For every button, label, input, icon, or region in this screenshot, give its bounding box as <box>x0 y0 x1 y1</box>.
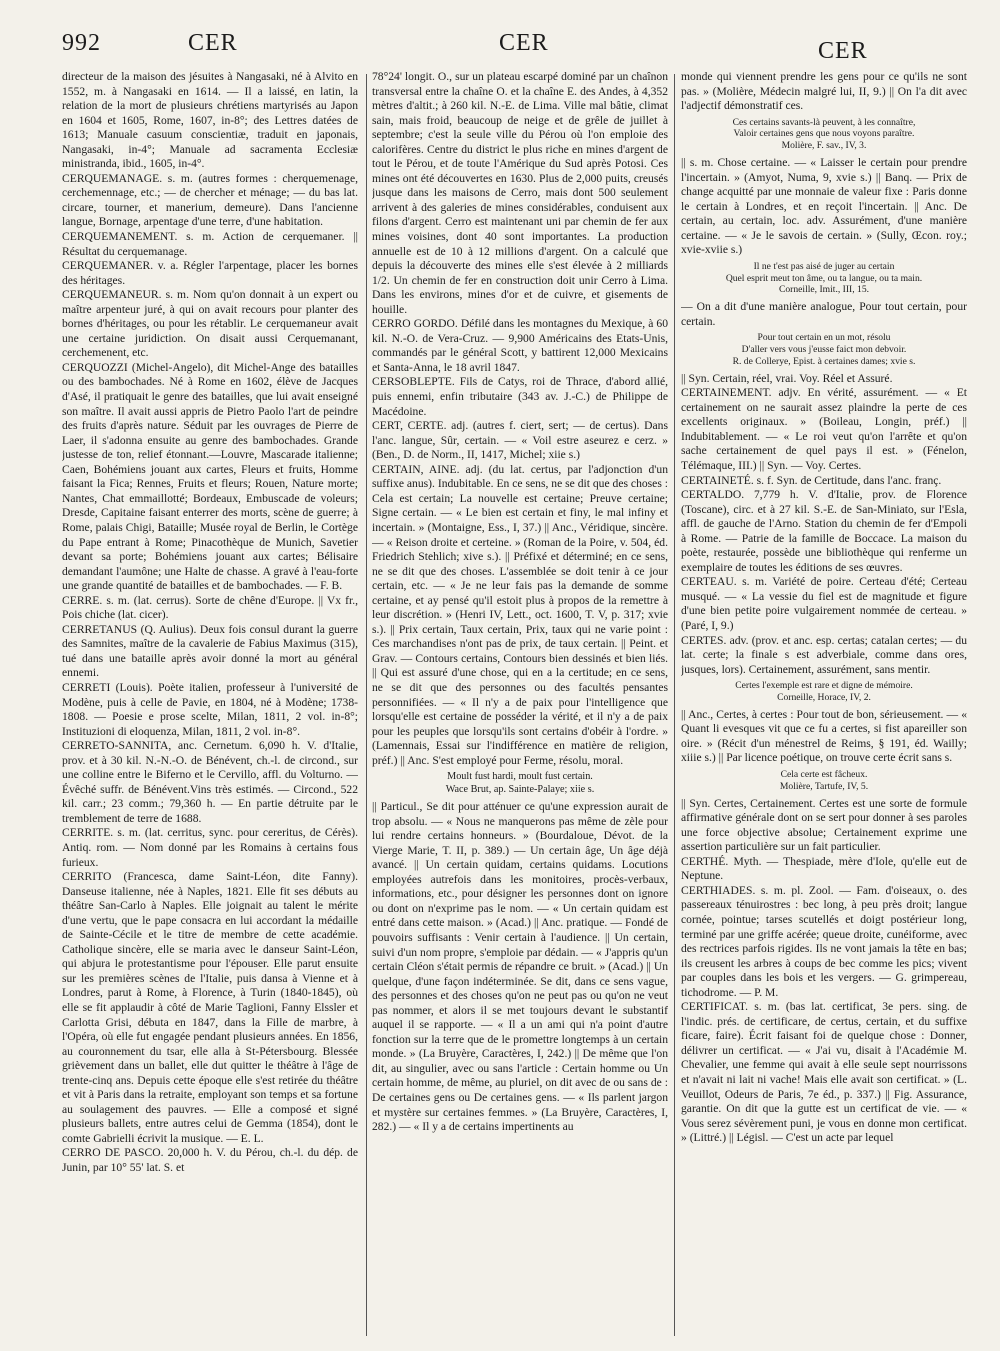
entry-paragraph: CERTAINEMENT. adjv. En vérité, assurément. — « Et certainement on ne saurait assez plaindre la perte de ces excellents originaux. » (Boileau, Longin, préf.) || Indubitablement. — « Le roi veut qu'on l'arrête et qu'on sache certainement de quel pays il est. » (Fénelon, Télémaque, III.) || Syn. — Voy. Certes. <box>681 386 967 473</box>
entry-paragraph: CERTAINETÉ. s. f. Syn. de Certitude, dans l'anc. franç. <box>681 473 942 487</box>
verse-quotation: Ces certains savants-là peuvent, à les connaître, Valoir certaines gens que nous voyons paraître. Molière, F. sav., IV, 3. <box>732 116 916 152</box>
column-divider <box>674 74 675 1336</box>
column-divider <box>366 74 367 1336</box>
guide-word-right: CER <box>818 38 868 64</box>
entry-paragraph: directeur de la maison des jésuites à Nangasaki, né à Alvito en 1552, m. à Nangasaki en 1614. — Il a laissé, en latin, la relation de la mort de plusieurs chrétiens martyrisés au Japon en 1604 et 1605, Rome, 1607, in-8°; des Lettres datées de 1613; Manuale casuum conscientiæ, traduit en japonais, Nangasaki, in-4°; Manuale ad sacramenta Ecclesiæ ministranda, ibid., 1605, in-4°. <box>62 70 358 171</box>
entry-paragraph: CERSOBLEPTE. Fils de Catys, roi de Thrace, d'abord allié, puis ennemi, enfin tributaire (343 av. J.-C.) de Philippe de Macédoine. <box>372 375 668 418</box>
entry-paragraph: CERRETO-SANNITA, anc. Cernetum. 6,090 h. V. d'Italie, prov. et à 30 kil. N.-N.-O. de Bénévent, ch.-l. de circond., sur une colline entre le Biferno et le Cervillo, affl. du Volturno. — Évêché suffr. de Bénévent.Vins très estimés. — Circond., 522 kil. carr.; 23 comm.; 79,360 h. — En partie détruite par le tremblement de terre de 1688. <box>62 739 358 825</box>
entry-paragraph: CERQUEMANEUR. s. m. Nom qu'on donnait à un expert ou maître arpenteur juré, à qui on avait recours pour planter des bornes d'héritages, ou pour les rétablir. Le cerquemaneur avait une certaine juridiction. On disait aussi Cerquemanant, cerchemenent, etc. <box>62 288 358 360</box>
entry-paragraph: CERQUOZZI (Michel-Angelo), dit Michel-Ange des batailles ou des bambochades. Né à Rome en 1602, élève de Jacques d'Asé, il pratiquait le genre des batailles, que lui avait enseigné son maître. Il avait aussi appris de Pietro Paolo l'art de peindre des fruits d'après nature. Séduit par les ouvrages de Pierre de Laer, il s'adonna ensuite au genre des bambochades. Grande justesse de ton, relief étonnant.—Louvre, Mascarade italienne; Caen, Bohémiens jouant aux cartes, Fleurs et fruits, Homme faisant la Fica; Rennes, Fruits et fleurs; Rouen, Nature morte; Nantes, Chat emmaillotté; Bordeaux, Embuscade de voleurs; Dresde, Capitaine faisant enterrer des morts, scène de guerre; à Rome, palais Chigi, Bataille; Musée royal de Berlin, le Cortège du Pape entrant à Rome; Pinacothèque de Munich, Savetier devant sa porte; Bohémiens jouant aux cartes; Bélisaire demandant l'aumône; une Halte de chasse. A gravé à l'eau-forte une grande quantité de batailles et de bambochades. — F. B. <box>62 360 358 593</box>
entry-paragraph: — On a dit d'une manière analogue, Pour tout certain, pour certain. <box>681 300 967 328</box>
entry-paragraph: monde qui viennent prendre les gens pour ce qu'ils ne sont pas. » (Molière, Médecin malgré lui, II, 9.) || On l'a dit avec l'adjectif démonstratif ces. <box>681 70 967 113</box>
guide-word-middle: CER <box>499 30 549 56</box>
entry-paragraph: CERTAIN, AINE. adj. (du lat. certus, par l'adjonction d'un suffixe anus). Indubitable. En ce sens, ne se dit que des choses : Cela est certain; La nouvelle est certaine; Preuve certaine; Signe certain. — « Le bien est certain et finy, le mal infiny et incertain. » (Montaigne, Ess., I, 37.) || Anc., Véridique, sincère. — « Reison droite et certeine. » (Roman de la Poire, v. 504, éd. Friedrich Stehlich; xive s.). || Préfixé et déterminé; en ce sens, ne se dit que des choses. L'assemblée se doit tenir à ce jour certain, etc. — « Je ne leur fais pas la demande de somme certaine, et ay pensé qu'il estoit plus à propos de la remettre à leur discrétion. » (Henri IV, Lett., oct. 1600, T. V, p. 317; xvie s.). || Prix certain, Taux certain, Prix, taux qui ne varie point : Ces marchandises n'ont pas de prix, de taux certain. || Peint. et Grav. — Contours certains, Contours bien dessinés et bien liés. || Qui est assuré d'une chose, qui en a la certitude; en ce sens, ne se dit que des personnes ou des facultés pensantes personnifiées. — « Il n'y a de paix pour l'intelligence que lorsqu'elle est certaine de posséder la vérité, et il n'y a de paix pour les peuples que lorsqu'ils sont certains d'obéir à l'ordre. » (Lamennais, Essai sur l'indifférence en matière de religion, préf.) || Anc. S'est employé pour Ferme, résolu, moral. <box>372 462 668 767</box>
verse-quotation: Pour tout certain en un mot, résolu D'aller vers vous j'eusse faict mon debvoir. R. de Collerye, Epist. à certaines dames; xvie s. <box>732 332 916 367</box>
entry-paragraph: CERRETI (Louis). Poète italien, professeur à l'université de Modène, puis à celle de Pavie, en 1804, né à Modène; 1738-1808. — Poesie e prose scelte, Milan, 1811, 2 vol. in-8°; Instituzioni di eloquenza, Milan, 1811, 2 vol. in-8°. <box>62 680 358 738</box>
entry-paragraph: CERT, CERTE. adj. (autres f. ciert, sert; — de certus). Dans l'anc. langue, Sûr, certain. — « Voil estre aseurez e cerz. » (Ben., D. de Norm., II, 1417, Michel; xiie s.) <box>372 419 668 462</box>
entry-paragraph: 78°24' longit. O., sur un plateau escarpé dominé par un chaînon transversal entre la chaîne O. et la chaîne E. des Andes, à 4,352 mètres d'altit.; à 260 kil. N.-E. de Lima. Ville mal bâtie, climat sain, mais froid, beaucoup de neige et de grêle de juillet à septembre; c'est la seule ville du Pérou où l'on emploie des calorifères. Centre du district le plus riche en mines d'argent de tout le Pérou, et de toute l'Amérique du Sud après Potosi. Ces mines ont été découvertes en 1630. Plus de 2,000 puits, creusés jusque dans les maisons de Cerro, mais dont 500 seulement arrivent à des galeries de mines considérables, conduisent aux filons d'argent. Cerro est maintenant uni par chemin de fer aux mines voisines, dont 40 sont importantes. La production annuelle est de 10 à 12 millions d'argent. On a calculé que depuis la découverte des mines elle s'est élevée à 2 milliards 1/2. Un chemin de fer en construction doit unir Cerro à Lima. Dans les environs, mines d'or et de cuivre, et gisements de houille. <box>372 70 668 316</box>
text-column-middle <box>372 70 668 1345</box>
entry-paragraph: CERRITE. s. m. (lat. cerritus, sync. pour cereritus, de Cérès). Antiq. rom. — Nom donné par les Romains à certains fous furieux. <box>62 826 358 869</box>
verse-quotation: Il ne t'est pas aisé de juger au certain Quel esprit meut ton âme, ou ta langue, ou ta main. Corneille, Imit., III, 15. <box>725 260 923 296</box>
verse-quotation: Cela certe est fâcheux. Molière, Tartufe, IV, 5. <box>779 769 869 792</box>
entry-paragraph: || Anc., Certes, à certes : Pour tout de bon, sérieusement. — « Quant li evesques vit que ce fu a certes, si fist apareiller son oire. » (Récit d'un ménestrel de Reims, § 191, éd. Wailly; xiiie s.) || Par licence poétique, on trouve certe écrit sans s. <box>681 707 967 765</box>
entry-paragraph: CERTALDO. 7,779 h. V. d'Italie, prov. de Florence (Toscane), circ. et à 27 kil. S.-E. de San-Miniato, sur l'Esla, affl. de gauche de l'Arno. Station du chemin de fer d'Empoli à Rome. — Patrie de la famille de Boccace. La maison du poète, restaurée, possède une bibliothèque qui renferme un exemplaire de toutes les éditions de ses œuvres. <box>681 488 967 574</box>
entry-paragraph: CERTHÉ. Myth. — Thespiade, mère d'Iole, qu'elle eut de Neptune. <box>681 854 967 883</box>
entry-paragraph: CERQUEMANAGE. s. m. (autres formes : cherquemenage, cerchemennage, etc.; — de chercher et ménage; — du bas lat. circare, tourner, et manerium, demeure). Dans l'ancienne langue, Bornage, arpentage d'une terre, d'une habitation. <box>62 171 358 229</box>
entry-paragraph: CERTES. adv. (prov. et anc. esp. certas; catalan certes; — du lat. certe; la finale s est adverbiale, comme dans ores, jusques, lors). Certainement, assurément, sans mentir. <box>681 633 967 676</box>
entry-paragraph: CERQUEMANEMENT. s. m. Action de cerquemaner. || Résultat du cerquemanage. <box>62 230 358 258</box>
entry-paragraph: CERTHIADES. s. m. pl. Zool. — Fam. d'oiseaux, o. des passereaux ténuirostres : bec long, à peu près droit; langue cornée, pointue; tarses scutellés et doigt postérieur long, terminé par une griffe acérée; queue droite, cunéiforme, avec des rectrices parfois rigides. Ils ne vont jamais la tête en bas; ils creusent les arbres à coups de bec comme les pics; vivent par couples dans les bois et les vergers. — G. grimpereau, tichodrome. — P. M. <box>681 883 967 999</box>
entry-paragraph: CERTIFICAT. s. m. (bas lat. certificat, 3e pers. sing. de l'indic. prés. de certificare, de certus, certain, et du suffixe ficare, faire). Écrit faisant foi de quelque chose : Donner, délivrer un certificat. — « J'ai vu, disait à l'Académie M. Chevalier, une femme qui avait à elle seule sept nourrissons et n'avait ni lait ni vache! Mais elle avait son certificat. » (L. Veuillot, Odeurs de Paris, 7e éd., p. 337.) || Fig. Assurance, garantie. On dit que la gutte est un certificat de vie. — « Vous serez sévèrement puni, je vous en donne mon certificat. » (Littré.) || Législ. — C'est un acte par lequel <box>681 1000 967 1145</box>
verse-quotation: Certes l'exemple est rare et digne de mémoire. Corneille, Horace, IV, 2. <box>735 680 913 704</box>
text-column-right <box>681 70 967 1345</box>
entry-paragraph: || Syn. Certes, Certainement. Certes est une sorte de formule affirmative générale dont on se sert pour donner à ses paroles une force objective absolue; Certainement exprime une assertion particulière sur un fait particulier. <box>681 796 967 854</box>
entry-paragraph: CERTEAU. s. m. Variété de poire. Certeau d'été; Certeau musqué. — « La vessie du fiel est de magnitude et figure d'une bien petite poire vulgairement nommée de certeau. » (Paré, I, 9.) <box>681 575 967 633</box>
entry-paragraph: || Particul., Se dit pour atténuer ce qu'une expression aurait de trop absolu. — « Nous ne manquerons pas même de zèle pour lui rendre certains honneurs. » (Bourdaloue, Dévot. de la Vierge Marie, T. II, p. 389.) — Un certain âge, Un âge déjà avancé. || Un certain quidam, certains quidams. Locutions employées autrefois dans les monitoires, procès-verbaux, informations, etc., pour désigner les personnes dont on ignore ou dont on n'exprime pas le nom. — « Un certain quidam est entré dans cette maison. » (Acad.) || Anc. pratique. — Fondé de pouvoirs suffisants : Venir certain à l'audience. || Un certain, suivi d'un nom propre, s'emploie par dédain. — « J'appris qu'un certain Cléon s'était permis de répandre ce bruit. » (Acad.) || Un quelque, d'une façon indéterminée. Se dit, dans ce sens vague, des personnes et des choses qu'on ne peut pas ou qu'on ne veut pas nommer, et alors il se met toujours devant le substantif auquel il se rapporte. — « Il a un ami qui n'a point d'autre fonction sur la terre que de le promettre longtemps à un certain monde. » (La Bruyère, Caractères, I, 242.) || De même que l'on dit, au singulier, avec ou sans l'article : Certain homme ou Un certain homme, de même, au pluriel, on dit avec de ou sans de : De certaines gens ou De certaines gens. — « Ils parlent jargon et mystère sur certaines femmes. » (La Bruyère, Caractères, I, 282.) — « Il y a de certains impertinents au <box>372 800 668 1134</box>
entry-paragraph: CERQUEMANER. v. a. Régler l'arpentage, placer les bornes des héritages. <box>62 259 358 287</box>
entry-paragraph: CERRE. s. m. (lat. cerrus). Sorte de chêne d'Europe. || Vx fr., Pois chiche (lat. cicer). <box>62 593 358 622</box>
entry-paragraph: || s. m. Chose certaine. — « Laisser le certain pour prendre l'incertain. » (Amyot, Numa, 9, xvie s.) || Banq. — Prix de change acquitté par une monnaie de valeur fixe : Paris donne le certain à Londres, et en reçoit l'incertain. || Anc. De certain, au certain, loc. adv. Assurément, d'une manière certaine. — « Je le savois de certain. » (Sully, Œcon. roy.; xvie-xviie s.) <box>681 156 967 257</box>
page-header <box>0 30 1000 70</box>
guide-word-left: CER <box>188 30 238 56</box>
entry-paragraph: CERRO GORDO. Défilé dans les montagnes du Mexique, à 60 kil. N.-O. de Vera-Cruz. — 9,900 Américains des Etats-Unis, commandés par le général Scott, y battirent 12,000 Mexicains et Santa-Anna, le 18 avril 1847. <box>372 317 668 374</box>
verse-quotation: Moult fust hardi, moult fust certain. Wace Brut, ap. Sainte-Palaye; xiie s. <box>445 771 595 795</box>
text-column-left <box>62 70 358 1345</box>
page-number: 992 <box>62 30 101 56</box>
entry-paragraph: CERRO DE PASCO. 20,000 h. V. du Pérou, ch.-l. du dép. de Junin, par 10° 55' lat. S. et <box>62 1146 358 1175</box>
entry-paragraph: CERRITO (Francesca, dame Saint-Léon, dite Fanny). Danseuse italienne, née à Naples, 1821. Elle fit ses débuts au théâtre San-Carlo à Naples. Elle joignait au talent le mérite d'une vertu, que le pape consacra en lui accordant la médaille de Sainte-Cécile et le titre de membre de cette académie. Catholique sincère, elle se maria avec le danseur Saint-Léon, qui abjura le protestantisme pour l'épouser. Elle parut ensuite sur les premières scènes de l'Italie, puis dansa à Vienne et à Londres, parut à Rome, à Florence, à Turin (1840-1845), où elle se fit applaudir à côté de Marie Taglioni, Fanny Elssler et Carlotta Grisi, débuta en 1847, dans la Fille de marbre, à l'Opéra, où elle fut engagée pendant plusieurs années. En 1856, au couronnement du tsar, elle alla à St-Pétersbourg. Blessée grièvement dans un ballet, elle dut quitter le théâtre à l'âge de trente-cinq ans. Depuis cette époque elle s'est retirée du théâtre et vit à Paris dans la retraite, employant son temps et sa fortune au soulagement des pauvres. — Elle a composé et signé plusieurs ballets, entre autres celui de Gemma (1854), dont le comte Gabrielli écrivit la musique. — E. L. <box>62 870 358 1145</box>
entry-paragraph: || Syn. Certain, réel, vrai. Voy. Réel et Assuré. <box>681 371 893 385</box>
entry-paragraph: CERRETANUS (Q. Aulius). Deux fois consul durant la guerre des Samnites, maître de la cavalerie de Fabius Maximus (315), tué dans une bataille après avoir donné la mort au général ennemi. <box>62 622 358 680</box>
